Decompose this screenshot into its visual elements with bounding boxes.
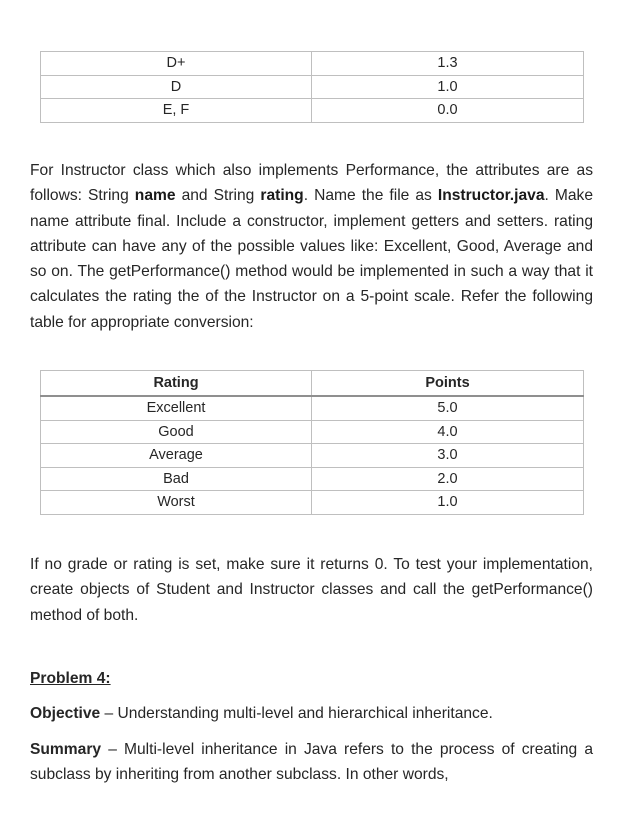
- table-row: [41, 444, 584, 468]
- text-span: . Name the file as: [303, 187, 438, 205]
- points-cell: 1.0: [312, 491, 584, 515]
- problem-heading: Problem 4:: [30, 670, 111, 687]
- grade-cell: E, F: [41, 99, 312, 123]
- grade-points-table: [40, 51, 584, 123]
- objective-line: [30, 702, 493, 726]
- summary-label: Summary: [30, 741, 102, 758]
- rating-cell: Good: [41, 420, 312, 444]
- table-row: [41, 467, 584, 491]
- objective-label: Objective: [30, 705, 101, 722]
- rating-cell: Average: [41, 444, 312, 468]
- grade-cell: D: [41, 75, 312, 99]
- rating-cell: Excellent: [41, 396, 312, 420]
- table-row: [41, 52, 584, 76]
- rating-column-header: Rating: [41, 371, 312, 397]
- bold-rating-term: rating: [260, 187, 304, 205]
- table-row: [41, 75, 584, 99]
- text-span: . Make name attribute final. Include a constructor, implement getters and setters. rating attribute can have any of the possible values like: Excellent, Good, Average and so on. The getPerformance() method would be implemented in such a way that it calculates the rating the of the Instructor on a 5-point scale. Refer the following table for appropriate conversion:: [30, 187, 593, 331]
- points-cell: 1.3: [312, 52, 584, 76]
- points-cell: 2.0: [312, 467, 584, 491]
- summary-text: – Multi-level inheritance in Java refers to the process of creating a subclass by inheriting from another subclass. In other words,: [30, 741, 593, 784]
- test-instructions-paragraph: If no grade or rating is set, make sure it returns 0. To test your implementation, create objects of Student and Instructor classes and call the getPerformance() method of both.: [30, 556, 593, 624]
- points-cell: 1.0: [312, 75, 584, 99]
- table-header-row: [41, 371, 584, 397]
- summary-paragraph: [30, 737, 593, 788]
- text-span: and String: [175, 187, 261, 205]
- points-cell: 5.0: [312, 396, 584, 420]
- text-span: For Instructor class which also implements Performance, the attributes are as follows: String: [30, 162, 593, 205]
- grade-cell: D+: [41, 52, 312, 76]
- rating-cell: Worst: [41, 491, 312, 515]
- instructor-description-paragraph: [30, 158, 593, 335]
- rating-conversion-table: [40, 370, 584, 515]
- objective-text: – Understanding multi-level and hierarchical inheritance.: [100, 705, 493, 722]
- bold-name-term: name: [134, 187, 176, 205]
- table-row: [41, 491, 584, 515]
- table-row: [41, 99, 584, 123]
- bold-filename: Instructor.java: [437, 187, 545, 205]
- table-row: [41, 420, 584, 444]
- rating-cell: Bad: [41, 467, 312, 491]
- table-row: [41, 396, 584, 420]
- points-cell: 4.0: [312, 420, 584, 444]
- points-cell: 0.0: [312, 99, 584, 123]
- points-column-header: Points: [312, 371, 584, 397]
- points-cell: 3.0: [312, 444, 584, 468]
